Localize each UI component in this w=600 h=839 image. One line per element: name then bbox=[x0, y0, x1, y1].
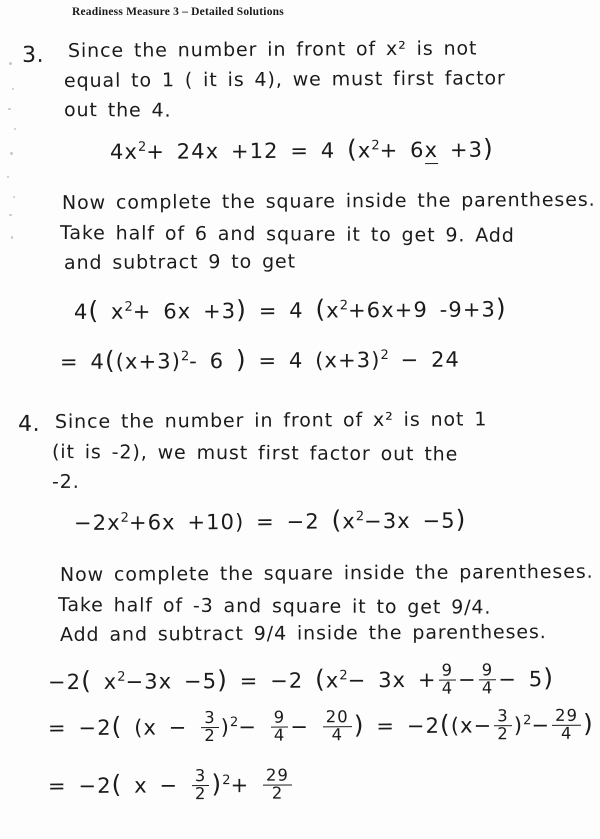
problem-3-text-line-4: Now complete the square inside the parentheses. bbox=[61, 188, 596, 214]
problem-3-equation-3: = $4((x+3)^2-$ 6 ) = 4 $(x+3)^2 - 24$ bbox=[59, 344, 461, 375]
scan-speck bbox=[9, 62, 12, 65]
problem-4-equation-1: $-2x^2+6x +10) = -2$ $(x^2-3x -5)$ bbox=[73, 504, 467, 535]
problem-4-number: 4. bbox=[17, 411, 41, 437]
scan-speck bbox=[10, 152, 13, 155]
problem-4-text-line-3: -2. bbox=[51, 470, 80, 493]
problem-3-text-line-2: equal to 1 ( it is 4), we must first factor bbox=[63, 67, 506, 92]
problem-4-equation-2: −2( $x^2-3x -5) = -2$ ($x^2- 3x$ + $\frac{9}{4}$ − $\frac{9}{4}$ − 5) bbox=[47, 660, 555, 698]
scan-speck bbox=[13, 196, 15, 198]
problem-3-text-line-6: and subtract 9 to get bbox=[63, 250, 297, 274]
problem-3-equation-1: $4x^2+ 24x +12 = 4$ $(x^2+ 6x +3)$ bbox=[109, 133, 494, 164]
problem-3-text-line-5: Take half of 6 and square it to get 9. Add bbox=[59, 222, 515, 247]
scan-speck bbox=[8, 108, 11, 110]
scan-speck bbox=[14, 128, 16, 130]
problem-3-text-line-1: Since the number in front of x² is not bbox=[67, 37, 478, 62]
problem-3-equation-2: 4( $x^2+ 6x +3) = 4$ ($x^2+6x+9$ -9+3) bbox=[73, 293, 507, 325]
scan-speck bbox=[7, 176, 9, 178]
scan-speck bbox=[11, 236, 13, 239]
problem-4-text-line-6: Add and subtract 9/4 inside the parentheses. bbox=[59, 621, 547, 646]
problem-4-text-line-5: Take half of -3 and square it to get 9/4. bbox=[57, 594, 492, 619]
page-title: Readiness Measure 3 – Detailed Solutions bbox=[72, 6, 284, 18]
problem-4-text-line-1: Since the number in front of x² is not 1 bbox=[54, 408, 488, 433]
problem-4-equation-4: = −2( x − $\frac{3}{2}$ )$^2$+ $\frac{29}{2}$ bbox=[48, 768, 294, 804]
scan-speck bbox=[9, 214, 12, 216]
problem-3-text-line-3: out the 4. bbox=[63, 99, 172, 122]
problem-4-text-line-2: (it is -2), we must first factor out the bbox=[51, 441, 459, 466]
problem-4-text-line-4: Now complete the square inside the parentheses. bbox=[59, 560, 594, 586]
scan-speck bbox=[12, 88, 14, 90]
problem-3-number: 3. bbox=[21, 42, 45, 68]
problem-4-equation-3: = −2( (x − $\frac{3}{2}$ )$^2$− $\frac{9}{4}$ − $\frac{20}{4}$ ) = −2((x− $\frac{3}{2}$ )$^2$− $\frac{29}{4}$ ) bbox=[47, 705, 594, 745]
